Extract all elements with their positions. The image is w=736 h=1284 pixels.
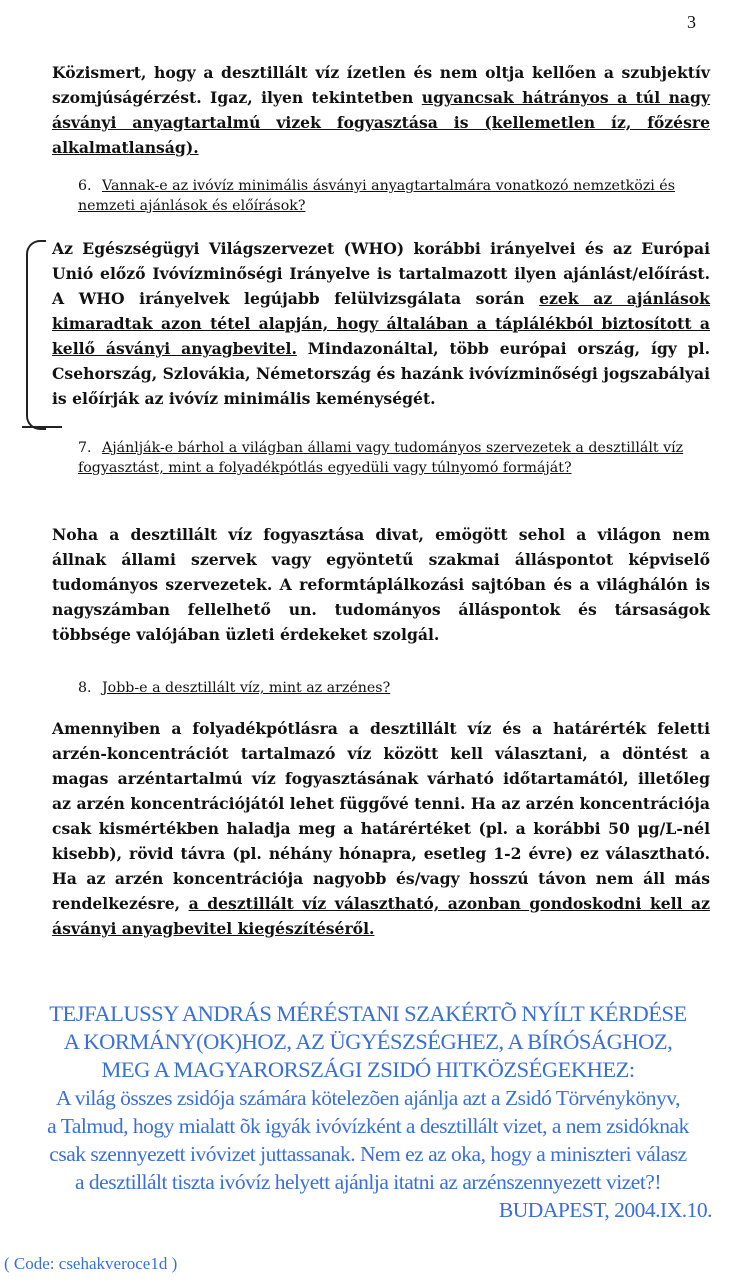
question-6-text: Vannak-e az ivóvíz minimális ásványi anyagtartalmára vonatkozó nemzetközi és nemzeti ajánlások és előírások? [78,178,675,214]
document-code: ( Code: csehakveroce1d ) [4,1254,178,1273]
open-question-line-1: TEJFALUSSY ANDRÁS MÉRÉSTANI SZAKÉRTÕ NYÍLT KÉRDÉSE [49,1001,687,1026]
margin-bracket-tail [22,414,62,428]
open-question-line-4: A világ összes zsidója számára kötelezõen ajánlja azt a Zsidó Törvénykönyv, [55,1086,680,1110]
margin-bracket-mark [26,240,46,430]
open-question-date: BUDAPEST, 2004.IX.10. [498,1198,712,1222]
question-6-number: 6. [78,178,92,194]
paragraph-arsenic-underlined: a desztillált víz választható, azonban gondoskodni kell az ásványi anyagbevitel kiegészítéséről. [52,894,710,938]
open-question-line-5: a Talmud, hogy mialatt õk igyák ivóvízként a desztillált vizet, a nem zsidóknak [47,1114,689,1138]
question-6 [78,176,708,216]
question-8 [78,678,708,698]
paragraph-who [52,236,710,411]
paragraph-fashion [52,522,710,647]
paragraph-intro-text: Közismert, hogy a desztillált víz ízetlen és nem oltja kellően a szubjektív szomjúságérzést. Igaz, ilyen tekintetben [52,63,710,107]
paragraph-who-text: Az Egészségügyi Világszervezet (WHO) korábbi irányelvei és az Európai Unió előző Ivóvízminőségi Irányelve is tartalmazott ilyen ajánlást/előírást. A WHO irányelvek legújabb felülvizsgálata során [52,239,710,308]
open-question-line-6: csak szennyezett ivóvizet juttassanak. Nem ez az oka, hogy a miniszteri válasz [49,1142,687,1166]
question-7-number: 7. [78,440,92,456]
page-number: 3 [687,12,696,32]
paragraph-who-underlined: ezek az ajánlások kimaradtak azon tétel alapján, hogy általában a táplálékból biztosított a kellő ásványi anyagbevitel. [52,289,710,358]
question-8-text: Jobb-e a desztillált víz, mint az arzénes? [102,680,391,696]
open-question-line-3: MEG A MAGYARORSZÁGI ZSIDÓ HITKÖZSÉGEKHEZ: [101,1057,635,1082]
paragraph-intro-underlined: ugyancsak hátrányos a túl nagy ásványi anyagtartalmú vizek fogyasztása is (kellemetlen íz, főzésre alkalmatlanság). [52,88,710,157]
open-question-block [0,1000,736,1224]
question-7-text: Ajánlják-e bárhol a világban állami vagy tudományos szervezetek a desztillált víz fogyasztást, mint a folyadékpótlás egyedüli vagy túlnyomó formáját? [78,440,684,476]
paragraph-intro [52,60,710,160]
open-question-line-7: a desztillált tiszta ivóvíz helyett ajánlja itatni az arzénszennyezett vizet?! [75,1170,661,1194]
question-7 [78,438,708,478]
paragraph-fashion-text: Noha a desztillált víz fogyasztása divat, emögött sehol a világon nem állnak állami szervek vagy egyöntetű szakmai álláspontot képviselő tudományos szervezetek. A reformtáplálkozási sajtóban és a világhálón is nagyszámban fellelhető un. tudományos álláspontok és társaságok többsége valójában üzleti érdekeket szolgál. [52,525,710,644]
question-8-number: 8. [78,680,92,696]
paragraph-who-text-after: Mindazonáltal, több európai ország, így pl. Csehország, Szlovákia, Németország és hazánk ivóvízminőségi jogszabályai is előírják az ivóvíz minimális keménységét. [52,339,710,408]
open-question-line-2: A KORMÁNY(OK)HOZ, AZ ÜGYÉSZSÉGHEZ, A BÍRÓSÁGHOZ, [63,1029,673,1054]
paragraph-arsenic [52,716,710,941]
paragraph-arsenic-text: Amennyiben a folyadékpótlásra a desztillált víz és a határérték feletti arzén-koncentrációt tartalmazó víz között kell választani, a döntést a magas arzéntartalmú víz fogyasztásának várható időtartamától, illetőleg az arzén koncentrációjától lehet függővé tenni. Ha az arzén koncentrációja csak kismértékben haladja meg a határértéket (pl. a korábbi 50 μg/L-nél kisebb), rövid távra (pl. néhány hónapra, esetleg 1-2 évre) ez választható. Ha az arzén koncentrációja nagyobb és/vagy hosszú távon nem áll más rendelkezésre, [52,719,710,913]
